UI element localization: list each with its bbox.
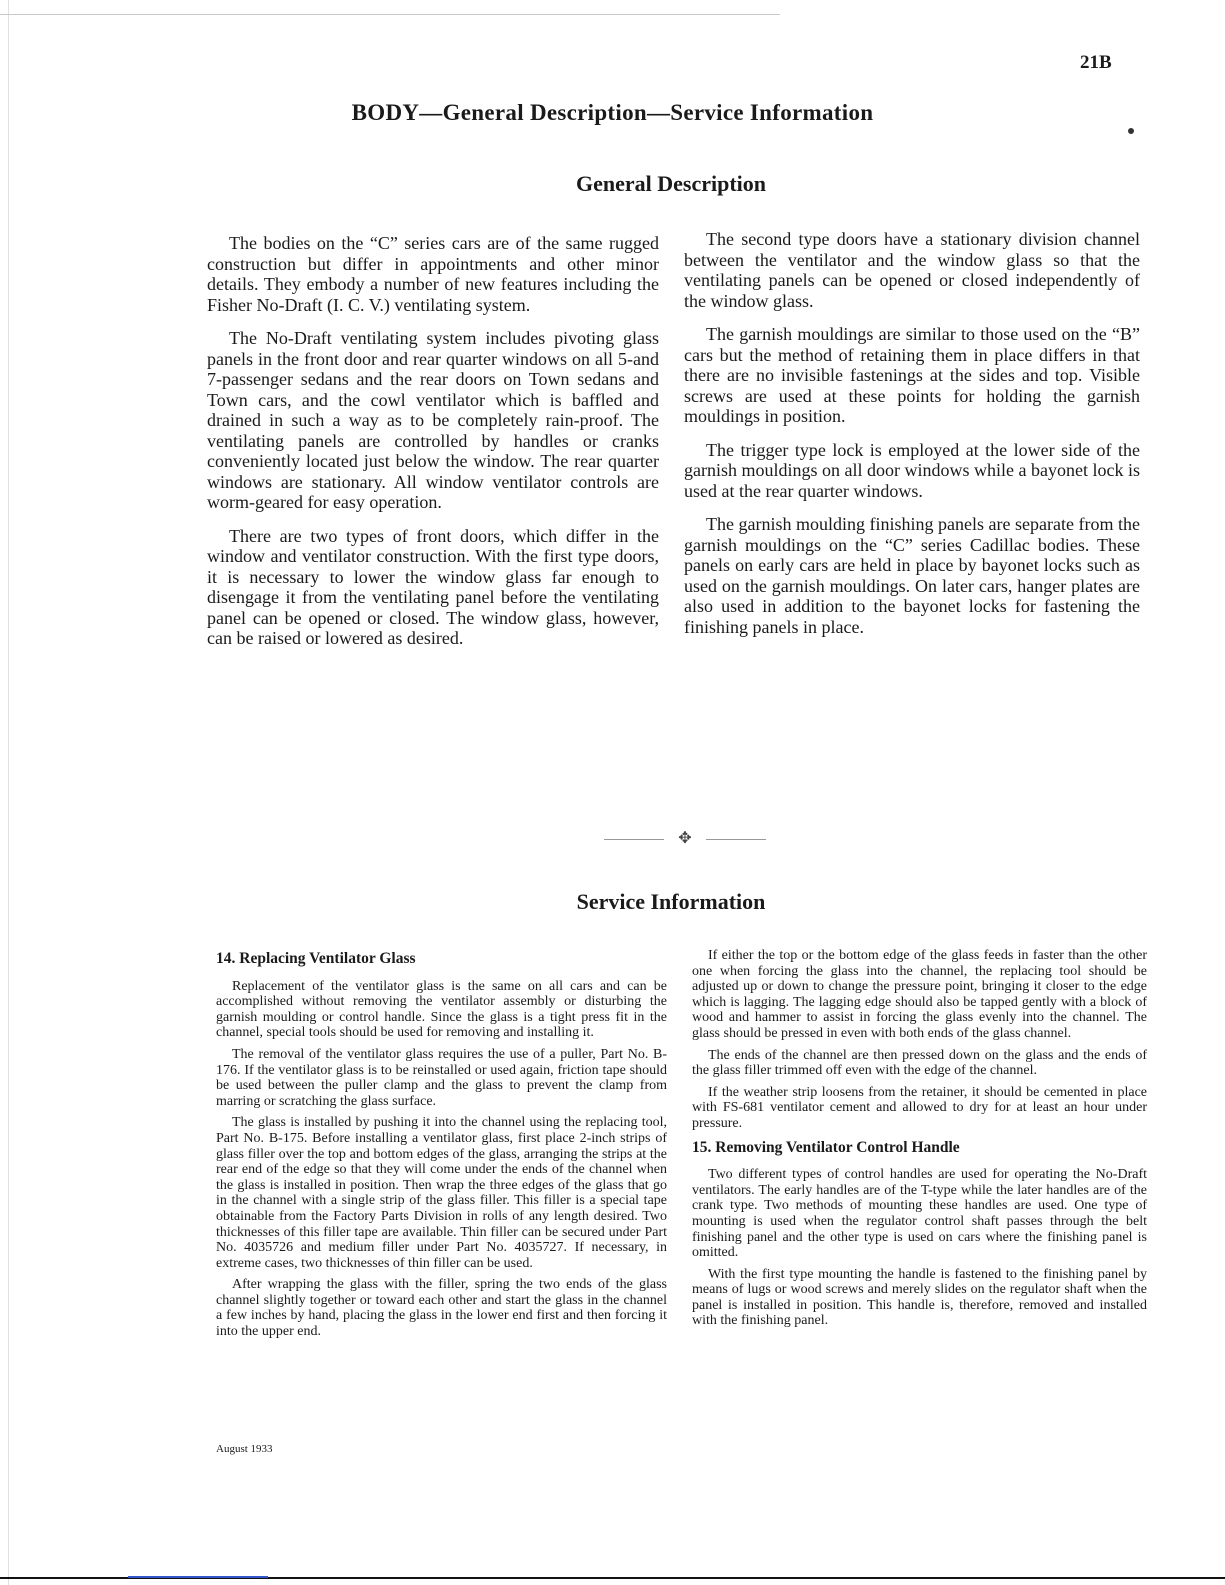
scan-top-rule bbox=[0, 14, 780, 15]
divider-ornament-icon: ✥ bbox=[678, 830, 692, 847]
scan-bottom-link-mark bbox=[128, 1576, 268, 1578]
paragraph: The removal of the ventilator glass requires the use of a puller, Part No. B-176. If the ventilator glass is to be reinstalled or used again, friction tape should be used between the puller clamp and the glass to prevent the clamp from marring or scratching the glass surface. bbox=[216, 1046, 667, 1109]
paragraph: Replacement of the ventilator glass is the same on all cars and can be accomplished without removing the ventilator assembly or disturbing the garnish moulding or control handle. Since the glass is a tight press fit in the channel, special tools should be used for removing and installing it. bbox=[216, 978, 667, 1041]
paragraph: After wrapping the glass with the filler, spring the two ends of the glass channel slightly together or toward each other and start the glass in the channel a few inches by hand, placing the glass in the lower end first and then forcing it into the upper end. bbox=[216, 1277, 667, 1340]
service-information-heading: Service Information bbox=[576, 889, 766, 914]
section-15-title: 15. Removing Ventilator Control Handle bbox=[692, 1138, 960, 1156]
general-description-right-column bbox=[684, 229, 1140, 650]
paragraph: The ends of the channel are then pressed down on the glass and the ends of the glass filler trimmed off even with the edge of the channel. bbox=[692, 1047, 1147, 1079]
divider-rule bbox=[706, 839, 766, 840]
paragraph: The trigger type lock is employed at the lower side of the garnish mouldings on all door windows while a bayonet lock is used at the rear quarter windows. bbox=[684, 439, 1140, 501]
paragraph: Two different types of control handles are used for operating the No-Draft ventilators. The early handles are of the T-type while the later handles are of the crank type. Two methods of mounting these handles are used. One type of mounting is used when the regulator control shaft passes through the belt finishing panel and the other type is used on cars where the finishing panel is omitted. bbox=[692, 1167, 1147, 1261]
page-number: 21B bbox=[1080, 52, 1112, 73]
paragraph: If either the top or the bottom edge of the glass feeds in faster than the other one when forcing the glass into the channel, the replacing tool should be adjusted up or down to change the pressure point, bringing it closer to the edge which is lagging. The lagging edge should also be tapped gently with a block of wood and hammer to assist in forcing the glass evenly into the channel. The glass should be pressed in even with both ends of the glass channel. bbox=[692, 948, 1147, 1041]
section-14-title: 14. Replacing Ventilator Glass bbox=[216, 950, 416, 967]
paragraph: The glass is installed by pushing it into the channel using the replacing tool, Part No. B-175. Before installing a ventilator glass, first place 2-inch strips of glass filler over the top and bottom edges of the glass, arranging the strips at the rear end of the edge so that they will come under the ends of the channel when the glass is installed in position. Then wrap the three edges of the glass that go in the channel with a single strip of the glass filler. This filler is a special tape obtainable from the Factory Parts Division in rolls of any length desired. Two thicknesses of this filler tape are available. Thin filler can be secured under Part No. 4035726 and medium filler under Part No. 4035727. If necessary, in extreme cases, two thicknesses of thin filler can be used. bbox=[216, 1115, 667, 1271]
paragraph: If the weather strip loosens from the retainer, it should be cemented in place with FS-681 ventilator cement and allowed to dry for at least an hour under pressure. bbox=[692, 1084, 1147, 1131]
paragraph: The second type doors have a stationary division channel between the ventilator and the window glass so that the ventilating panels can be opened or closed independently of the window glass. bbox=[684, 229, 1140, 311]
paragraph: The No-Draft ventilating system includes pivoting glass panels in the front door and rear quarter windows on all 5-and 7-passenger sedans and the rear doors on Town sedans and Town cars, and the cowl ventilator which is baffled and drained in such a way as to be completely rain-proof. The ventilating panels are controlled by handles or cranks conveniently located just below the window. The rear quarter windows are stationary. All window ventilator controls are worm-geared for easy operation. bbox=[207, 328, 659, 512]
paragraph: With the first type mounting the handle is fastened to the finishing panel by means of lugs or wood screws and merely slides on the regulator shaft when the panel is installed in position. This handle is, therefore, removed and installed with the finishing panel. bbox=[692, 1266, 1147, 1329]
footer-date: August 1933 bbox=[216, 1443, 273, 1455]
section-divider bbox=[565, 828, 805, 848]
service-information-right-column bbox=[692, 948, 1147, 1335]
scan-dot bbox=[1128, 128, 1134, 134]
paragraph: The garnish mouldings are similar to those used on the “B” cars but the method of retaining them in place differs in that there are no invisible fastenings at the sides and top. Visible screws are used at these points for holding the garnish mouldings in position. bbox=[684, 324, 1140, 426]
service-information-left-column bbox=[216, 951, 667, 1346]
paragraph: The garnish moulding finishing panels are separate from the garnish mouldings on the “C” series Cadillac bodies. These panels on early cars are held in place by bayonet locks such as used on the garnish mouldings. On later cars, hanger plates are also used in addition to the bayonet locks for fastening the finishing panels in place. bbox=[684, 514, 1140, 637]
paragraph: There are two types of front doors, which differ in the window and ventilator construction. With the first type doors, it is necessary to lower the window glass far enough to disengage it from the ventilating panel before the ventilating panel can be opened or closed. The window glass, however, can be raised or lowered as desired. bbox=[207, 525, 659, 648]
page-title: BODY—General Description—Service Information bbox=[351, 100, 874, 125]
divider-rule bbox=[604, 839, 664, 840]
paragraph: The bodies on the “C” series cars are of the same rugged construction but differ in appointments and other minor details. They embody a number of new features including the Fisher No-Draft (I. C. V.) ventilating system. bbox=[207, 233, 659, 315]
scan-edge-line bbox=[8, 0, 9, 1585]
general-description-left-column bbox=[207, 233, 659, 662]
general-description-heading: General Description bbox=[575, 171, 767, 196]
